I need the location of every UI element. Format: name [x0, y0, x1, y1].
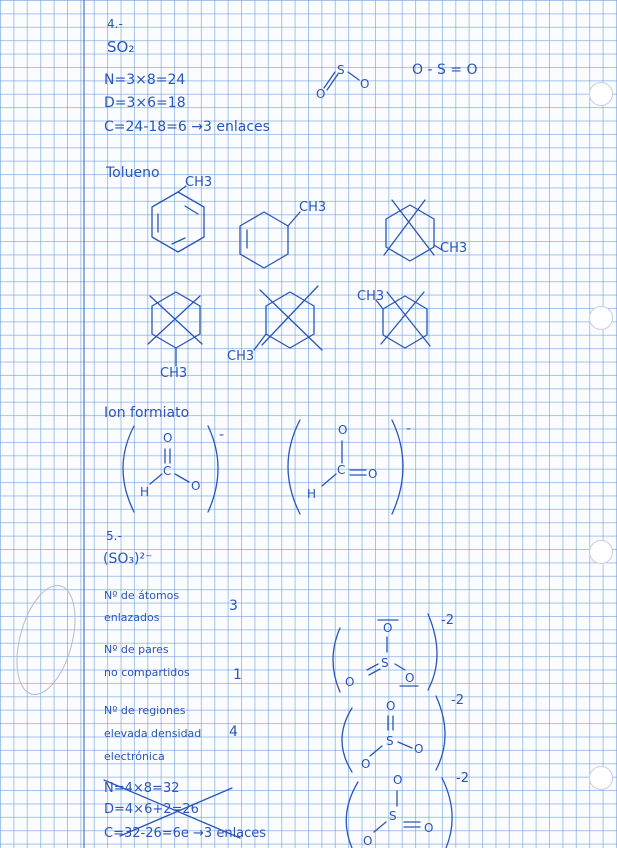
ch3-label: CH3: [227, 349, 255, 364]
svg-text:O: O: [363, 834, 373, 848]
svg-text:O: O: [345, 675, 355, 689]
svg-text:S: S: [381, 656, 389, 670]
svg-text:O: O: [163, 431, 173, 445]
svg-text:S: S: [389, 809, 397, 823]
svg-text:O: O: [424, 821, 434, 835]
toluene-crossed-5: [254, 286, 322, 350]
section-5-number: 5.-: [106, 529, 122, 543]
svg-text:O: O: [405, 671, 415, 685]
so2-bent-structure: [316, 63, 369, 101]
strikethrough-marks: [104, 780, 240, 838]
svg-text:O: O: [360, 77, 370, 91]
pairs-label: no compartidos: [104, 666, 190, 679]
pencil-oval: [6, 579, 85, 701]
svg-text:O: O: [386, 699, 396, 713]
so3-charge: -2: [441, 613, 454, 628]
so2-c-line: C=24-18=6 →3 enlaces: [104, 119, 270, 135]
svg-text:C: C: [337, 463, 346, 477]
so2-linear-structure: O - S = O: [412, 62, 478, 78]
svg-text:S: S: [386, 734, 394, 748]
sulfite-structure-1: [333, 614, 437, 692]
atoms-label: enlazados: [104, 611, 160, 624]
ch3-label: CH3: [357, 289, 385, 304]
regions-value: 4: [229, 724, 238, 740]
svg-text:C: C: [163, 464, 172, 478]
formate-title: Ion formiato: [104, 405, 190, 421]
svg-text:H: H: [307, 487, 317, 501]
regions-label: electrónica: [104, 750, 165, 763]
regions-label: elevada densidad: [104, 727, 202, 740]
sulfite-structure-3: [346, 773, 452, 848]
ch3-label: CH3: [185, 175, 213, 190]
svg-text:O: O: [361, 757, 371, 771]
svg-text:O: O: [383, 621, 393, 635]
svg-text:O: O: [414, 742, 424, 756]
so3-c-line: C=32-26=6e →3 enlaces: [104, 826, 267, 841]
so2-d-line: D=3×6=18: [104, 95, 186, 111]
so3-d-line: D=4×6+2=26: [104, 802, 199, 817]
svg-text:O: O: [316, 87, 326, 101]
svg-text:O: O: [368, 467, 378, 481]
toluene-kekule-1: [152, 186, 204, 252]
svg-text:H: H: [140, 485, 150, 499]
pairs-value: 1: [233, 667, 242, 683]
section-4-number: 4.-: [107, 17, 123, 31]
atoms-value: 3: [229, 598, 238, 614]
ch3-label: CH3: [299, 200, 327, 215]
so2-n-line: N=3×8=24: [104, 72, 186, 88]
toluene-crossed-3: [384, 200, 442, 261]
formate-charge: -: [219, 427, 225, 443]
so3-n-line: N=4×8=32: [104, 781, 180, 796]
atoms-label: Nº de átomos: [104, 589, 180, 602]
so3-formula: (SO₃)²⁻: [103, 551, 153, 567]
formate-structure-2: [288, 420, 403, 514]
pairs-label: Nº de pares: [104, 643, 169, 656]
regions-label: Nº de regiones: [104, 704, 186, 717]
svg-text:O: O: [338, 423, 348, 437]
so3-charge: -2: [451, 693, 464, 708]
sulfite-structure-2: [342, 696, 445, 772]
toluene-crossed-6: [376, 292, 430, 348]
svg-text:O: O: [393, 773, 403, 787]
so3-charge: -2: [456, 771, 469, 786]
formate-structure-1: [123, 426, 218, 512]
toluene-kekule-2: [240, 212, 300, 268]
toluene-crossed-4: [148, 292, 202, 366]
ch3-label: CH3: [160, 366, 188, 381]
toluene-title: Tolueno: [106, 165, 160, 181]
ch3-label: CH3: [440, 241, 468, 256]
formate-charge: -: [406, 421, 412, 437]
svg-text:O: O: [191, 479, 201, 493]
svg-text:S: S: [337, 63, 345, 77]
so2-formula: SO₂: [107, 38, 135, 56]
